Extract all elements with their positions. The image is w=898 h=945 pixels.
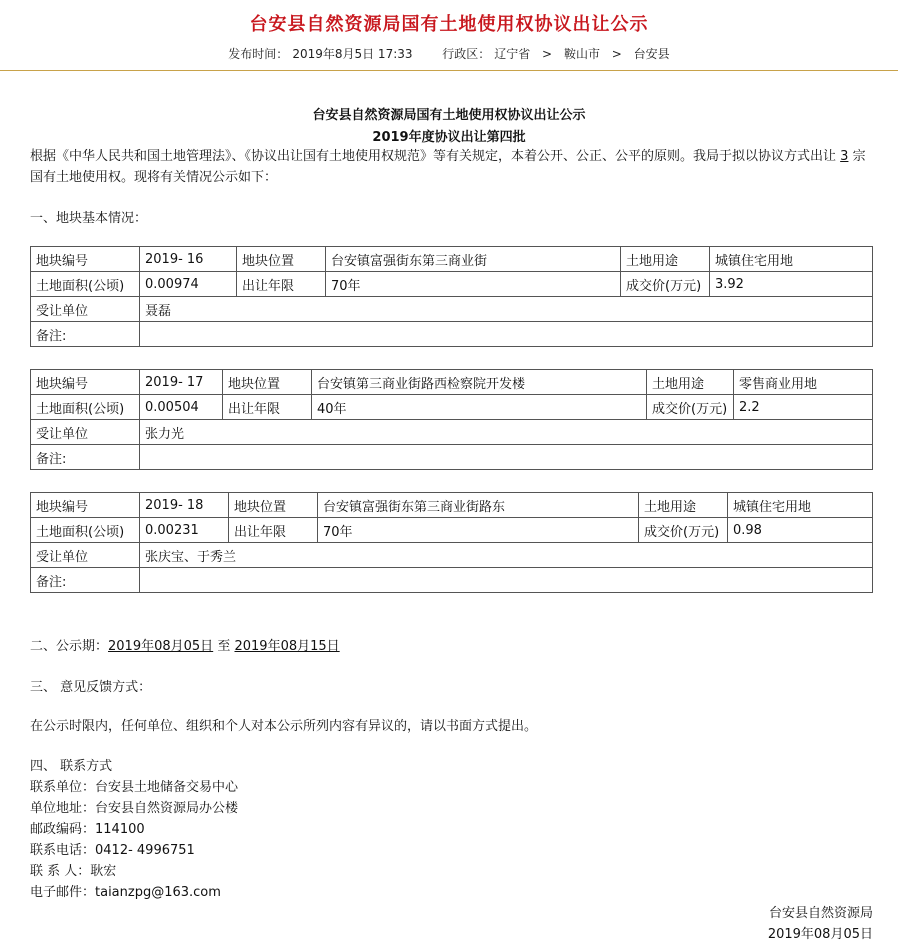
parcel-count: 3 [840,149,849,164]
header-divider [0,70,898,71]
signature-date: 2019年08月05日 [767,927,873,942]
publish-label: 发布时间： [228,47,289,61]
table-row [31,297,873,322]
label-location: 地块位置 [229,493,318,518]
label-remarks: 备注: [31,568,140,593]
parcel-area: 0.00974 [140,272,237,297]
parcel-remarks [140,568,873,593]
parcel-id: 2019- 16 [140,247,237,272]
table-row [31,420,873,445]
parcel-location: 台安镇富强街东第三商业街 [326,247,621,272]
contact-heading: 四、 联系方式 [30,759,113,774]
parcel-use: 城镇住宅用地 [728,493,873,518]
period-label: 二、公示期： [30,639,109,654]
parcel-term: 70年 [318,518,639,543]
contact-email: 电子邮件：taianzpg@163.com [30,885,221,900]
region-province[interactable]: 辽宁省 [494,47,531,61]
contact-unit: 联系单位：台安县土地储备交易中心 [30,780,239,795]
period-start: 2019年08月05日 [108,639,214,654]
table-row [31,370,873,395]
label-id: 地块编号 [31,370,140,395]
contact-person: 联 系 人：耿宏 [30,864,117,879]
label-term: 出让年限 [229,518,318,543]
label-grantee: 受让单位 [31,543,140,568]
parcel-use: 城镇住宅用地 [710,247,873,272]
breadcrumb-separator: > [542,47,553,61]
label-use: 土地用途 [639,493,728,518]
label-id: 地块编号 [31,493,140,518]
parcel-term: 70年 [326,272,621,297]
label-grantee: 受让单位 [31,420,140,445]
breadcrumb-separator: > [611,47,622,61]
label-remarks: 备注: [31,322,140,347]
table-row [31,568,873,593]
parcel-use: 零售商业用地 [734,370,873,395]
label-use: 土地用途 [647,370,734,395]
parcel-location: 台安镇富强街东第三商业街路东 [318,493,639,518]
publish-time: 2019年8月5日 17:33 [292,47,413,61]
label-use: 土地用途 [621,247,710,272]
parcel-grantee: 张庆宝、于秀兰 [140,543,873,568]
period-to: 至 [217,639,231,654]
contact-address: 单位地址：台安县自然资源局办公楼 [30,801,239,816]
parcel-price: 0.98 [728,518,873,543]
parcel-grantee: 聂磊 [140,297,873,322]
label-area: 土地面积(公顷) [31,272,140,297]
label-location: 地块位置 [237,247,326,272]
publicity-period [30,635,340,654]
contact-postcode: 邮政编码：114100 [30,822,145,837]
label-id: 地块编号 [31,247,140,272]
parcel-grantee: 张力光 [140,420,873,445]
section-heading-parcels: 一、地块基本情况： [30,211,148,226]
parcel-remarks [140,445,873,470]
parcel-remarks [140,322,873,347]
label-price: 成交价(万元) [621,272,710,297]
parcel-table [30,246,873,347]
parcel-id: 2019- 17 [140,370,223,395]
label-remarks: 备注: [31,445,140,470]
label-price: 成交价(万元) [639,518,728,543]
parcel-location: 台安镇第三商业街路西检察院开发楼 [312,370,647,395]
table-row [31,543,873,568]
label-term: 出让年限 [237,272,326,297]
contact-phone: 联系电话：0412- 4996751 [30,843,195,858]
label-area: 土地面积(公顷) [31,395,140,420]
table-row [31,247,873,272]
region-county[interactable]: 台安县 [633,47,670,61]
table-row [31,518,873,543]
parcel-table [30,492,873,593]
feedback-heading: 三、 意见反馈方式： [30,680,152,695]
label-grantee: 受让单位 [31,297,140,322]
table-row [31,395,873,420]
publish-meta [0,45,898,62]
signature-org: 台安县自然资源局 [768,906,873,921]
table-row [31,322,873,347]
parcel-area: 0.00231 [140,518,229,543]
label-location: 地块位置 [223,370,312,395]
table-row [31,493,873,518]
page-title: 台安县自然资源局国有土地使用权协议出让公示 [249,14,649,35]
parcel-area: 0.00504 [140,395,223,420]
region-label: 行政区： [442,47,491,61]
feedback-text: 在公示时限内，任何单位、组织和个人对本公示所列内容有异议的，请以书面方式提出。 [30,719,538,734]
label-term: 出让年限 [223,395,312,420]
parcel-table [30,369,873,470]
intro-paragraph: 根据《中华人民共和国土地管理法》、《协议出让国有土地使用权规范》等有关规定，本着公开、公正、公平的原则。我局于拟以协议方式出让 3 宗国有土地使用权。现将有关情况公示如下： [30,149,866,185]
region-city[interactable]: 鞍山市 [563,47,600,61]
table-row [31,272,873,297]
parcel-term: 40年 [312,395,647,420]
parcel-price: 2.2 [734,395,873,420]
table-row [31,445,873,470]
label-area: 土地面积(公顷) [31,518,140,543]
parcel-id: 2019- 18 [140,493,229,518]
period-end: 2019年08月15日 [234,639,340,654]
notice-batch: 2019年度协议出让第四批 [372,130,526,145]
label-price: 成交价(万元) [647,395,734,420]
notice-title: 台安县自然资源局国有土地使用权协议出让公示 [312,108,586,123]
parcel-price: 3.92 [710,272,873,297]
